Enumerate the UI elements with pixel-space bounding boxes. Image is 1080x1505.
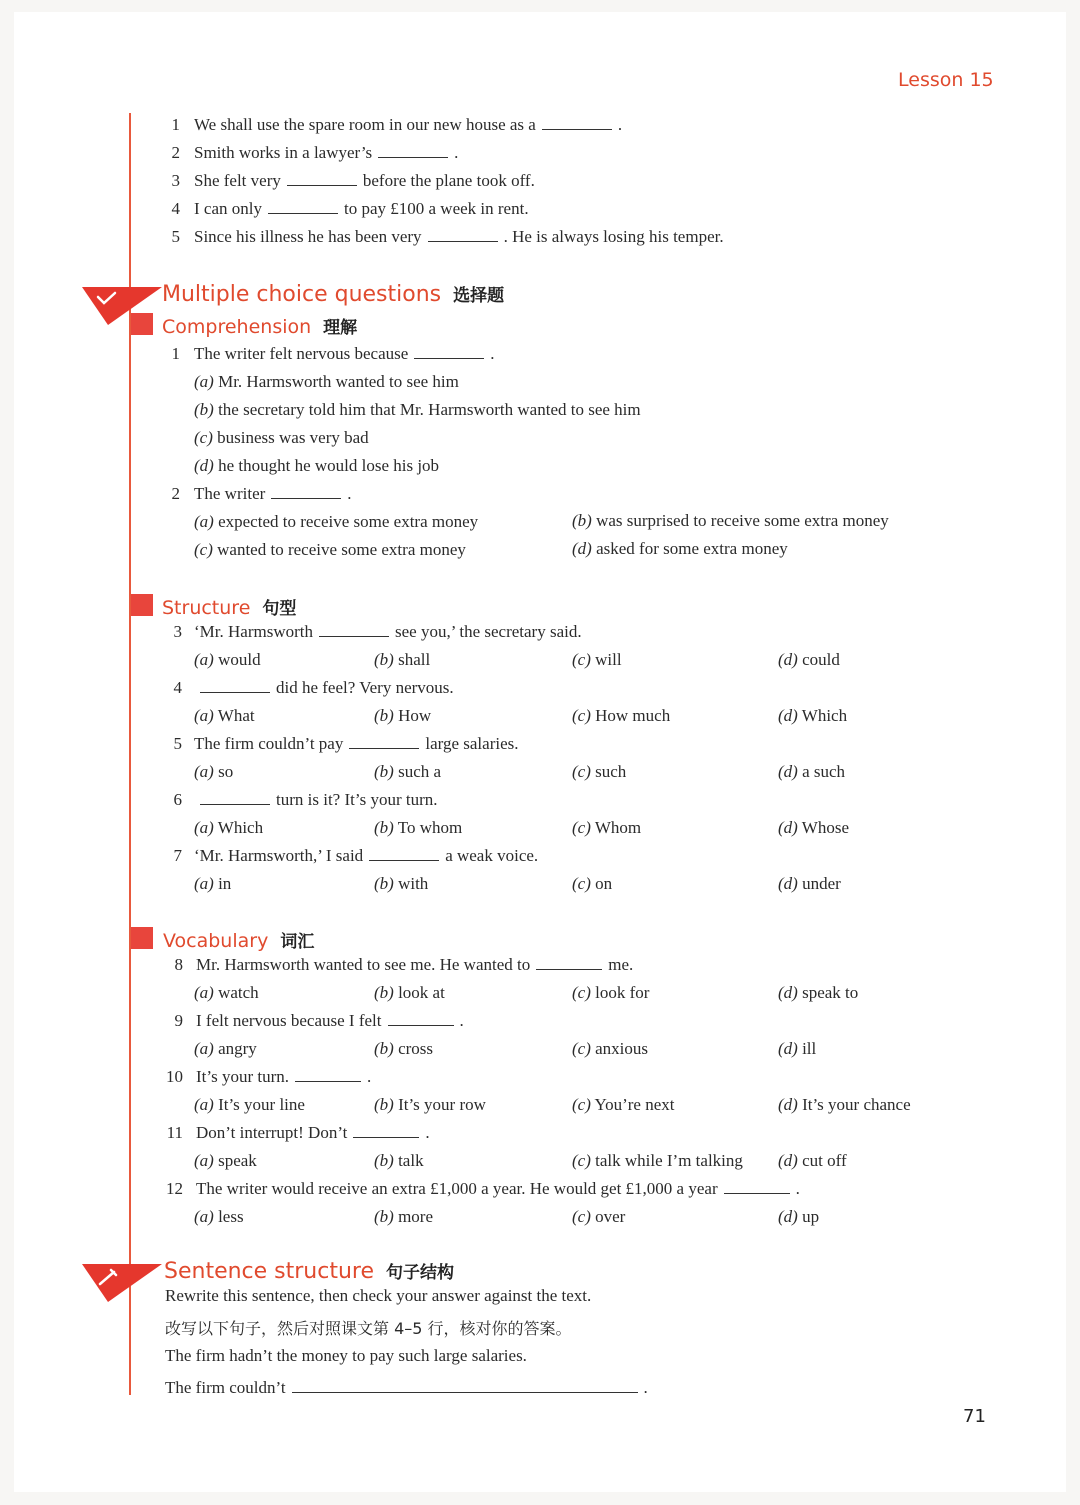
- option: [374, 706, 431, 726]
- option: [572, 1151, 743, 1171]
- option-letter: (a): [194, 1039, 214, 1058]
- question-text: [194, 678, 454, 698]
- question-number: 1: [171, 344, 180, 363]
- vocabulary-heading-title-cn: 词汇: [280, 932, 315, 952]
- answer-blank: [724, 1179, 790, 1194]
- instruction-cn: 改写以下句子，然后对照课文第 4–5 行，核对你的答案。: [165, 1319, 572, 1338]
- option-text: speak to: [802, 983, 859, 1002]
- question-number: 3: [171, 171, 180, 190]
- option-text: such a: [398, 762, 442, 781]
- option-text: up: [802, 1207, 820, 1226]
- question-number: 12: [166, 1179, 183, 1198]
- option-text: was surprised to receive some extra money: [596, 511, 889, 530]
- option-letter: (d): [778, 874, 798, 893]
- answer-blank: [542, 115, 612, 130]
- answer-blank: [268, 199, 338, 214]
- option: [778, 706, 847, 726]
- option: [778, 983, 858, 1003]
- option: [194, 1151, 257, 1171]
- option-text: wanted to receive some extra money: [217, 540, 466, 559]
- option: [572, 762, 626, 782]
- mcq-heading-title: Multiple choice questions: [162, 282, 442, 307]
- option-letter: (a): [194, 706, 214, 725]
- rewrite-start: The firm couldn’t: [165, 1378, 286, 1397]
- question-text-before: Mr. Harmsworth wanted to see me. He wanted to: [196, 955, 531, 974]
- option-text: What: [217, 706, 255, 725]
- option-letter: (b): [374, 650, 394, 669]
- option-letter: (c): [572, 983, 591, 1002]
- option-text: talk while I’m talking: [595, 1151, 743, 1170]
- option: [572, 706, 670, 726]
- option-text: the secretary told him that Mr. Harmsworth wanted to see him: [218, 400, 641, 419]
- option: [194, 1207, 244, 1227]
- option-letter: (c): [572, 1207, 591, 1226]
- option-letter: (b): [374, 1095, 394, 1114]
- option: [572, 874, 612, 894]
- structure-heading-title-cn: 句型: [262, 599, 297, 619]
- option-letter: (a): [194, 1095, 214, 1114]
- option-letter: (b): [374, 762, 394, 781]
- option: [778, 818, 849, 838]
- question-text-after: .: [454, 143, 459, 162]
- option-letter: (a): [194, 983, 214, 1002]
- option-letter: (d): [778, 818, 798, 837]
- question-text-before: The firm couldn’t pay: [194, 734, 344, 753]
- question-text-before: It’s your turn.: [196, 1067, 290, 1086]
- option-letter: (b): [374, 983, 394, 1002]
- option-text: such: [595, 762, 627, 781]
- option-text: To whom: [397, 818, 463, 837]
- option-text: watch: [218, 983, 259, 1002]
- option-letter: (b): [374, 1039, 394, 1058]
- question-text-before: I can only: [194, 199, 262, 218]
- question-number: 4: [173, 678, 182, 697]
- sentence-structure-heading-title: Sentence structure: [164, 1259, 375, 1284]
- answer-blank: [200, 678, 270, 693]
- sentence-structure-heading: [164, 1258, 454, 1284]
- option-text: talk: [398, 1151, 424, 1170]
- vocabulary-marker: [131, 927, 153, 949]
- option-text: Mr. Harmsworth wanted to see him: [218, 372, 459, 391]
- option-letter: (c): [194, 428, 213, 447]
- question-text-after: .: [617, 115, 623, 134]
- option: [194, 818, 263, 838]
- option-letter: (b): [374, 1207, 394, 1226]
- option-letter: (c): [572, 1151, 591, 1170]
- question-text: [196, 1123, 430, 1143]
- lesson-label: Lesson 15: [898, 69, 994, 91]
- question-number: 4: [171, 199, 180, 218]
- option-text: It’s your row: [398, 1095, 486, 1114]
- answer-blank: [319, 622, 389, 637]
- structure-marker: [131, 594, 153, 616]
- option-letter: (a): [194, 1151, 214, 1170]
- option: [194, 512, 478, 532]
- option-text: speak: [218, 1151, 257, 1170]
- question-text-after: .: [347, 484, 352, 503]
- source-sentence: The firm hadn’t the money to pay such large salaries.: [165, 1346, 527, 1365]
- option: [194, 372, 459, 392]
- question-text-after: to pay £100 a week in rent.: [343, 199, 529, 218]
- answer-blank: [353, 1123, 419, 1138]
- option-text: shall: [398, 650, 431, 669]
- comprehension-heading: [162, 313, 357, 338]
- option-letter: (d): [778, 650, 798, 669]
- option: [194, 983, 259, 1003]
- question-text: [194, 734, 519, 754]
- answer-blank: [295, 1067, 361, 1082]
- option-text: Whom: [594, 818, 642, 837]
- question-text: [194, 846, 538, 866]
- mcq-heading: [162, 281, 504, 307]
- answer-blank: [536, 955, 602, 970]
- option-letter: (a): [194, 372, 214, 391]
- question-text-after: turn is it? It’s your turn.: [276, 790, 438, 809]
- question-text-after: .: [795, 1179, 800, 1198]
- option-letter: (a): [194, 650, 214, 669]
- option-text: on: [595, 874, 613, 893]
- structure-heading: [162, 594, 296, 619]
- option-letter: (c): [572, 818, 591, 837]
- option-letter: (d): [778, 706, 798, 725]
- answer-blank: [388, 1011, 454, 1026]
- option: [194, 874, 231, 894]
- question-text: [194, 484, 352, 504]
- option-text: could: [802, 650, 840, 669]
- question-text: [196, 1011, 464, 1031]
- option-letter: (a): [194, 762, 214, 781]
- option-letter: (c): [572, 650, 591, 669]
- option-text: How much: [595, 706, 671, 725]
- question-number: 2: [171, 143, 180, 162]
- question-number: 8: [174, 955, 183, 974]
- comprehension-marker: [131, 313, 153, 335]
- option: [374, 1039, 433, 1059]
- question-text-before: I felt nervous because I felt: [196, 1011, 382, 1030]
- question-text-before: The writer: [194, 484, 266, 503]
- option-text: business was very bad: [217, 428, 369, 447]
- option: [778, 650, 840, 670]
- option-text: It’s your line: [218, 1095, 305, 1114]
- question-text: [194, 143, 458, 163]
- option-letter: (b): [374, 706, 394, 725]
- option: [572, 1095, 674, 1115]
- option-letter: (d): [778, 1095, 798, 1114]
- question-text-before: The writer felt nervous because: [194, 344, 409, 363]
- structure-heading-title: Structure: [162, 597, 251, 619]
- question-text: [196, 1067, 371, 1087]
- rewrite-end: .: [643, 1378, 648, 1397]
- question-text-after: a weak voice.: [445, 846, 539, 865]
- question-text: [194, 115, 622, 135]
- option: [778, 874, 841, 894]
- question-text: [194, 622, 582, 642]
- option: [374, 650, 430, 670]
- option: [778, 1095, 911, 1115]
- answer-blank: [349, 734, 419, 749]
- vocabulary-heading: [163, 927, 314, 952]
- option-text: asked for some extra money: [596, 539, 788, 558]
- option: [572, 1207, 625, 1227]
- option-text: Which: [801, 706, 848, 725]
- option: [374, 762, 441, 782]
- option: [194, 762, 233, 782]
- question-text-after: .: [459, 1011, 464, 1030]
- question-number: 7: [173, 846, 182, 865]
- question-text: [194, 790, 437, 810]
- option-text: under: [802, 874, 841, 893]
- question-text-before: Since his illness he has been very: [194, 227, 422, 246]
- option-letter: (d): [572, 539, 592, 558]
- answer-blank: [428, 227, 498, 242]
- question-text-after: did he feel? Very nervous.: [276, 678, 454, 697]
- question-text-after: me.: [608, 955, 634, 974]
- question-number: 11: [166, 1123, 183, 1142]
- option: [572, 511, 889, 531]
- option: [194, 456, 439, 476]
- option: [194, 400, 641, 420]
- option-letter: (d): [778, 1039, 798, 1058]
- option-text: so: [218, 762, 234, 781]
- rewrite-line: [165, 1378, 648, 1398]
- option-letter: (c): [572, 762, 591, 781]
- answer-blank: [200, 790, 270, 805]
- question-text-after: .: [367, 1067, 372, 1086]
- option: [194, 540, 466, 560]
- comprehension-heading-title-cn: 理解: [323, 318, 358, 338]
- option-letter: (c): [572, 874, 591, 893]
- option-letter: (c): [572, 1039, 591, 1058]
- option-text: anxious: [595, 1039, 649, 1058]
- question-text: [196, 955, 633, 975]
- sentence-structure-heading-title-cn: 句子结构: [386, 1263, 455, 1283]
- option-letter: (d): [194, 456, 214, 475]
- question-text: [196, 1179, 800, 1199]
- question-text-before: Don’t interrupt! Don’t: [196, 1123, 348, 1142]
- option-text: ill: [802, 1039, 817, 1058]
- question-number: 5: [173, 734, 182, 753]
- option-letter: (b): [374, 818, 394, 837]
- option-text: will: [595, 650, 622, 669]
- option-text: a such: [802, 762, 846, 781]
- option-text: in: [218, 874, 232, 893]
- option: [374, 1207, 433, 1227]
- question-text-after: large salaries.: [425, 734, 519, 753]
- option: [194, 428, 369, 448]
- question-number: 10: [166, 1067, 183, 1086]
- answer-blank: [292, 1378, 638, 1393]
- instruction: Rewrite this sentence, then check your answer against the text.: [165, 1286, 592, 1305]
- option-text: It’s your chance: [802, 1095, 911, 1114]
- option-text: How: [398, 706, 432, 725]
- sentence-structure-badge: [82, 1262, 162, 1304]
- option-text: Which: [217, 818, 264, 837]
- option-text: angry: [218, 1039, 257, 1058]
- answer-blank: [414, 344, 484, 359]
- question-text: [194, 344, 495, 364]
- option: [374, 1095, 486, 1115]
- option-text: would: [218, 650, 261, 669]
- answer-blank: [369, 846, 439, 861]
- question-text: [194, 199, 529, 219]
- mcq-heading-title-cn: 选择题: [453, 286, 505, 306]
- option-letter: (a): [194, 818, 214, 837]
- option-letter: (a): [194, 512, 214, 531]
- option-letter: (c): [572, 706, 591, 725]
- option: [572, 818, 641, 838]
- option-letter: (c): [572, 1095, 591, 1114]
- question-text-after: . He is always losing his temper.: [503, 227, 724, 246]
- option-text: Whose: [801, 818, 849, 837]
- option-text: look at: [398, 983, 445, 1002]
- option-text: less: [218, 1207, 244, 1226]
- question-number: 5: [171, 227, 180, 246]
- question-text-before: She felt very: [194, 171, 281, 190]
- question-text-before: Smith works in a lawyer’s: [194, 143, 373, 162]
- option: [374, 983, 445, 1003]
- question-text-after: before the plane took off.: [362, 171, 535, 190]
- option-letter: (d): [778, 762, 798, 781]
- question-text-before: ‘Mr. Harmsworth,’ I said: [194, 846, 364, 865]
- option-letter: (b): [572, 511, 592, 530]
- option-text: over: [595, 1207, 626, 1226]
- option: [778, 1151, 847, 1171]
- option-text: he thought he would lose his job: [218, 456, 440, 475]
- question-number: 1: [171, 115, 180, 134]
- question-text: [194, 227, 724, 247]
- option: [572, 1039, 648, 1059]
- option-text: more: [398, 1207, 434, 1226]
- question-text-before: ‘Mr. Harmsworth: [194, 622, 313, 641]
- question-text-after: .: [425, 1123, 430, 1142]
- option: [194, 1095, 305, 1115]
- option: [194, 650, 261, 670]
- option-text: expected to receive some extra money: [218, 512, 479, 531]
- question-number: 3: [173, 622, 182, 641]
- question-number: 2: [171, 484, 180, 503]
- option: [572, 650, 622, 670]
- answer-blank: [287, 171, 357, 186]
- option-text: with: [398, 874, 429, 893]
- option: [194, 1039, 257, 1059]
- question-text-before: We shall use the spare room in our new house as a: [194, 115, 536, 134]
- option-letter: (d): [778, 1207, 798, 1226]
- option-letter: (d): [778, 1151, 798, 1170]
- option: [194, 706, 255, 726]
- question-text-after: .: [490, 344, 495, 363]
- answer-blank: [378, 143, 448, 158]
- comprehension-heading-title: Comprehension: [162, 316, 312, 338]
- option-letter: (c): [194, 540, 213, 559]
- question-text: [194, 171, 535, 191]
- option: [374, 874, 428, 894]
- option: [778, 1207, 819, 1227]
- option-letter: (b): [374, 874, 394, 893]
- option-letter: (b): [374, 1151, 394, 1170]
- option: [374, 818, 462, 838]
- option: [778, 762, 845, 782]
- option-letter: (d): [778, 983, 798, 1002]
- option-text: cross: [398, 1039, 434, 1058]
- option-text: You’re next: [594, 1095, 675, 1114]
- option-letter: (a): [194, 874, 214, 893]
- option-text: look for: [595, 983, 650, 1002]
- question-text-before: The writer would receive an extra £1,000 a year. He would get £1,000 a year: [196, 1179, 718, 1198]
- question-number: 9: [174, 1011, 183, 1030]
- question-text-after: see you,’ the secretary said.: [394, 622, 582, 641]
- option: [374, 1151, 424, 1171]
- option: [778, 1039, 816, 1059]
- option-letter: (b): [194, 400, 214, 419]
- answer-blank: [271, 484, 341, 499]
- option: [572, 983, 649, 1003]
- question-number: 6: [173, 790, 182, 809]
- option-letter: (a): [194, 1207, 214, 1226]
- vocabulary-heading-title: Vocabulary: [163, 930, 269, 952]
- page-number: 71: [963, 1406, 986, 1427]
- option-text: cut off: [802, 1151, 847, 1170]
- option: [572, 539, 788, 559]
